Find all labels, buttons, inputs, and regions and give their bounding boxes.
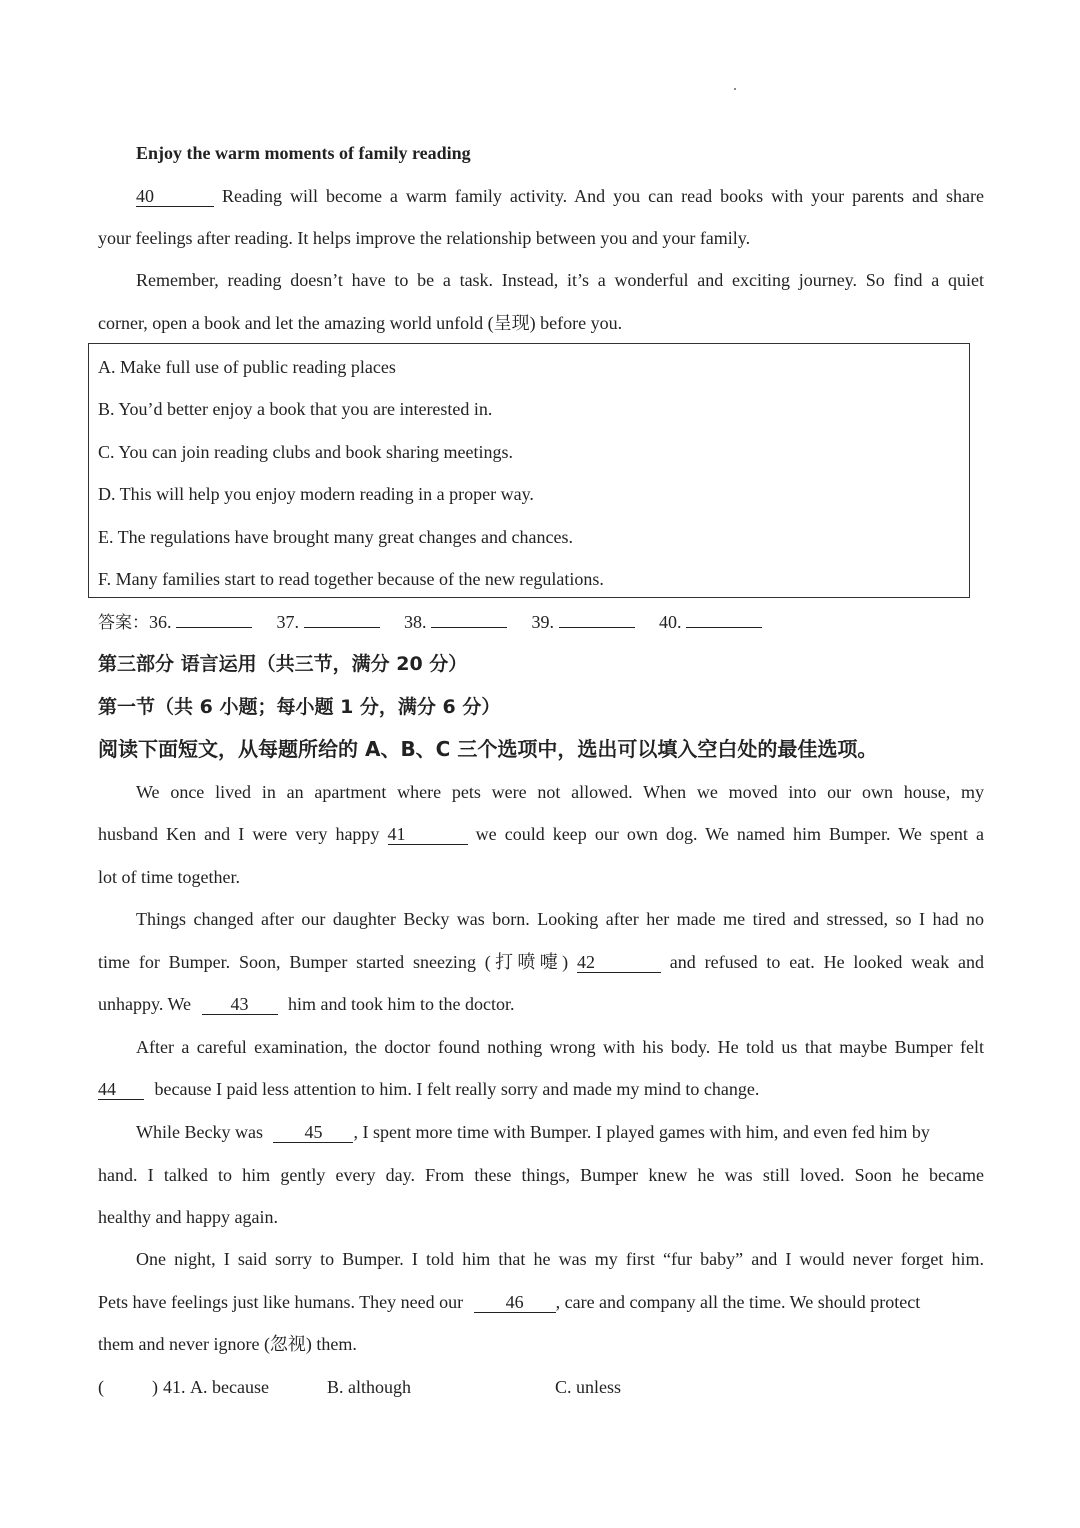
story-p4-line3: healthy and happy again.	[98, 1207, 278, 1227]
part3-heading: 第三部分 语言运用（共三节，满分 20 分）	[98, 653, 468, 675]
option-b: B. You’d better enjoy a book that you are interested in.	[98, 399, 493, 419]
option-f: F. Many families start to read together because of the new regulations.	[98, 569, 604, 589]
q41-paren-close: )	[152, 1377, 158, 1397]
speck-mark	[734, 88, 736, 90]
story-p5-line1: One night, I said sorry to Bumper. I told him that he was my first “fur baby” and I would never forget him.	[136, 1249, 984, 1269]
story-p2-line2: time for Bumper. Soon, Bumper started sneezing (打喷嚏) 42 and refused to eat. He looked weak and	[98, 952, 985, 972]
answer-blank[interactable]	[431, 627, 507, 628]
story-p1-line2: husband Ken and I were very happy 41 we could keep our own dog. We named him Bumper. We spent a	[98, 824, 985, 844]
paragraph-40-text: Reading will become a warm family activity. And you can read books with your parents and share	[222, 186, 984, 206]
answer-line	[98, 610, 984, 635]
option-e: E. The regulations have brought many great changes and chances.	[98, 527, 573, 547]
section1-heading: 第一节（共 6 小题；每小题 1 分，满分 6 分）	[98, 696, 501, 718]
q41-option-a: A. because	[190, 1377, 269, 1397]
q41-option-c: C. unless	[555, 1377, 622, 1397]
blank-40: 40	[136, 186, 214, 207]
paragraph-40-line1	[136, 184, 984, 208]
story-p1-line1: We once lived in an apartment where pets were not allowed. When we moved into our own house, my	[136, 782, 984, 802]
q41-option-b: B. although	[327, 1377, 411, 1397]
blank-43: 43	[202, 994, 278, 1015]
options-box	[88, 343, 970, 598]
story-p4-line2: hand. I talked to him gently every day. From these things, Bumper knew he was still loved. Soon he became	[98, 1165, 984, 1185]
option-a: A. Make full use of public reading places	[98, 357, 396, 377]
answer-blank[interactable]	[559, 627, 635, 628]
answer-37: 37.	[277, 610, 380, 634]
blank-41: 41	[388, 824, 468, 845]
story-p4-line1: While Becky was 45 , I spent more time with Bumper. I played games with him, and even fed him by	[136, 1122, 930, 1142]
paragraph-40-line2: your feelings after reading. It helps improve the relationship between you and your family.	[98, 228, 751, 248]
option-c: C. You can join reading clubs and book sharing meetings.	[98, 442, 513, 462]
blank-42: 42	[577, 952, 661, 973]
answer-label: 答案：	[98, 613, 149, 633]
blank-44: 44	[98, 1079, 144, 1100]
instruction-heading: 阅读下面短文，从每题所给的 A、B、C 三个选项中，选出可以填入空白处的最佳选项。	[98, 737, 878, 761]
story-p3-line1: After a careful examination, the doctor found nothing wrong with his body. He told us that maybe Bumper felt	[136, 1037, 984, 1057]
q41-answer-space[interactable]	[104, 1375, 150, 1399]
paragraph-remember-line2: corner, open a book and let the amazing world unfold (呈现) before you.	[98, 313, 623, 333]
story-p3-line2: 44 because I paid less attention to him. I felt really sorry and made my mind to change.	[98, 1079, 760, 1099]
answer-blank[interactable]	[686, 627, 762, 628]
story-p1-line3: lot of time together.	[98, 867, 240, 887]
story-p2-line3: unhappy. We 43 him and took him to the doctor.	[98, 994, 515, 1014]
story-p5-line3: them and never ignore (忽视) them.	[98, 1334, 357, 1354]
answer-38: 38.	[404, 610, 507, 634]
section-title: Enjoy the warm moments of family reading	[136, 143, 471, 163]
q41-number: 41.	[163, 1377, 186, 1397]
answer-36: 36.	[149, 610, 252, 634]
answer-blank[interactable]	[176, 627, 252, 628]
answer-39: 39.	[532, 610, 635, 634]
story-p2-line1: Things changed after our daughter Becky was born. Looking after her made me tired and stressed, so I had no	[136, 909, 984, 929]
answer-40: 40.	[659, 610, 762, 634]
paragraph-remember-line1: Remember, reading doesn’t have to be a task. Instead, it’s a wonderful and exciting journey. So find a quiet	[136, 270, 984, 290]
q41-paren-open: (	[98, 1377, 104, 1397]
option-d: D. This will help you enjoy modern reading in a proper way.	[98, 484, 534, 504]
blank-46: 46	[474, 1292, 556, 1313]
answer-blank[interactable]	[304, 627, 380, 628]
story-p5-line2: Pets have feelings just like humans. They need our 46 , care and company all the time. We should protect	[98, 1292, 921, 1312]
blank-45: 45	[273, 1122, 353, 1143]
